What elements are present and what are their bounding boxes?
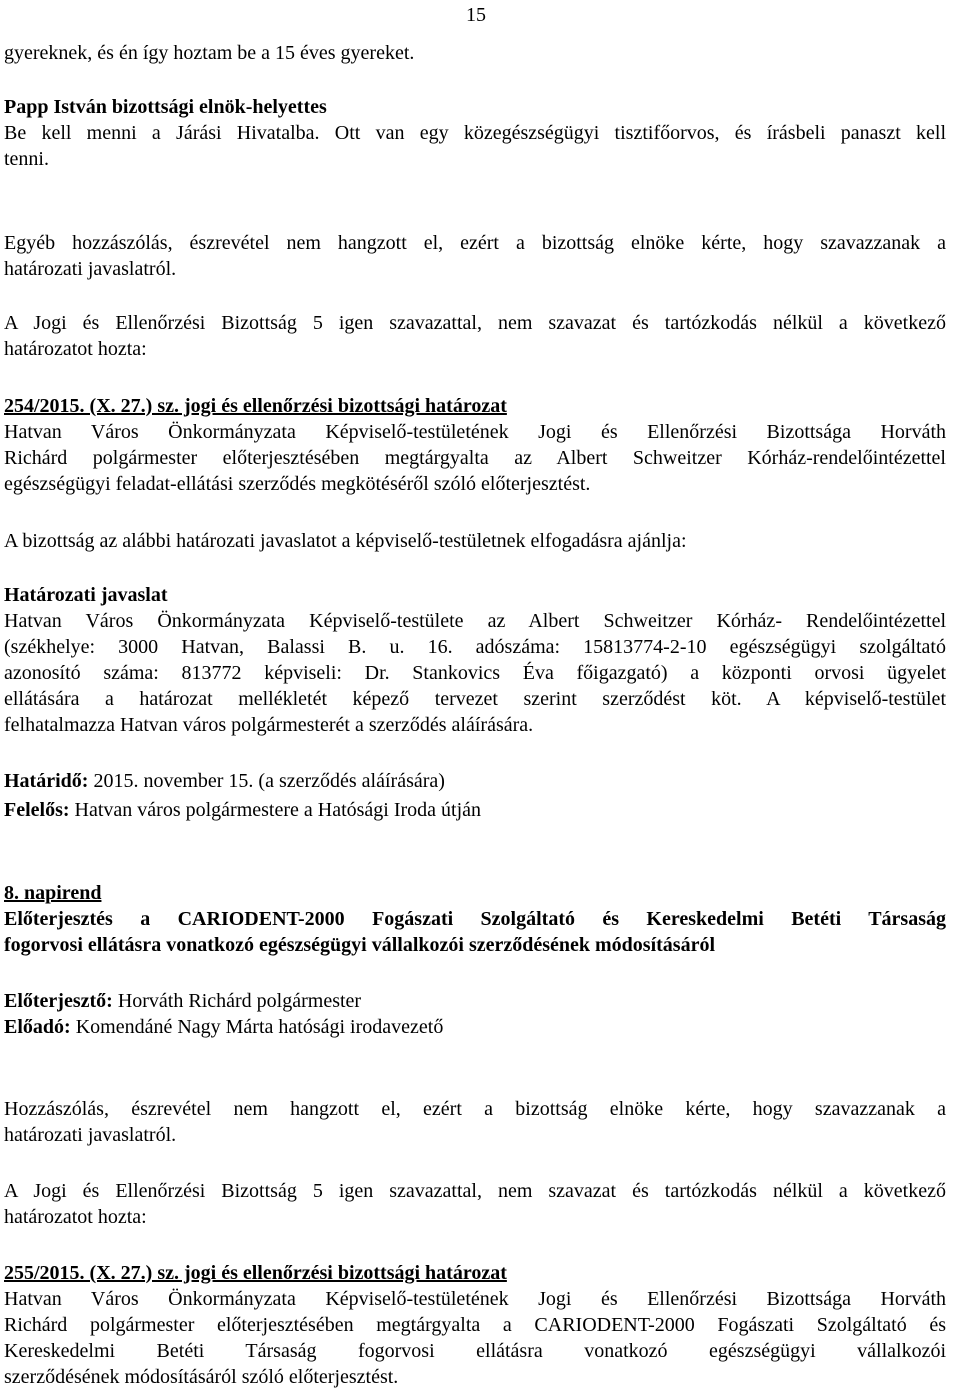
- field-label: Felelős:: [4, 799, 70, 821]
- field-value: Hatvan város polgármestere a Hatósági Iroda útján: [69, 799, 482, 821]
- block-deadline: [4, 768, 946, 794]
- block-intro: [4, 40, 946, 66]
- text-line: gyereknek, és én így hoztam be a 15 éves gyereket.: [4, 42, 415, 64]
- field-label: Előterjesztő:: [4, 990, 113, 1012]
- text-line: Hatvan Város Önkormányzata Képviselő-testülete az Albert Schweitzer Kórház- Rendelőintézettel: [4, 610, 946, 632]
- text-line: Hatvan Város Önkormányzata Képviselő-testületének Jogi és Ellenőrzési Bizottsága Horváth: [4, 421, 946, 443]
- block-no-comment-1: [4, 230, 946, 282]
- text-line: határozatot hozta:: [4, 1206, 147, 1228]
- block-no-comment-2: [4, 1096, 946, 1148]
- labeled-line: [4, 797, 946, 823]
- text-line: A Jogi és Ellenőrzési Bizottság 5 igen szavazattal, nem szavazat és tartózkodás nélkül a következő: [4, 312, 946, 334]
- block-responsible: [4, 797, 946, 823]
- heading: 8. napirend: [4, 882, 102, 904]
- text-line: felhatalmazza Hatvan város polgármesterét a szerződés aláírására.: [4, 714, 534, 736]
- heading: Papp István bizottsági elnök-helyettes: [4, 96, 327, 118]
- block-proposal-title: [4, 582, 946, 608]
- block-vote-2: [4, 1178, 946, 1230]
- text-line: tenni.: [4, 148, 49, 170]
- field-label: Határidő:: [4, 770, 89, 792]
- block-proposal-body: [4, 608, 946, 738]
- field-value: Komendáné Nagy Márta hatósági irodavezető: [70, 1016, 444, 1038]
- block-papp-speaker: [4, 94, 946, 120]
- block-presenter: [4, 988, 946, 1014]
- text-line: Be kell menni a Járási Hivatalba. Ott van egy közegészségügyi tisztifőorvos, és írásbeli panaszt kell: [4, 122, 946, 144]
- labeled-line: [4, 1014, 946, 1040]
- text-line: Hatvan Város Önkormányzata Képviselő-testületének Jogi és Ellenőrzési Bizottsága Horváth: [4, 1288, 946, 1310]
- block-agenda-8-title: [4, 906, 946, 958]
- text-line: fogorvosi ellátásra vonatkozó egészségügyi vállalkozói szerződésének módosításáról: [4, 934, 716, 956]
- text-line: azonosító száma: 813772 képviseli: Dr. Stankovics Éva főigazgató) a központi orvosi ügyelet: [4, 662, 946, 684]
- text-line: Hozzászólás, észrevétel nem hangzott el, ezért a bizottság elnöke kérte, hogy szavazzanak a: [4, 1098, 946, 1120]
- field-label: Előadó:: [4, 1016, 71, 1038]
- text-line: (székhelye: 3000 Hatvan, Balassi B. u. 16. adószáma: 15813774-2-10 egészségügyi szolgáltató: [4, 636, 946, 658]
- field-value: Horváth Richárd polgármester: [112, 990, 362, 1012]
- block-rapporteur: [4, 1014, 946, 1040]
- heading: Határozati javaslat: [4, 584, 168, 606]
- text-line: A Jogi és Ellenőrzési Bizottság 5 igen szavazattal, nem szavazat és tartózkodás nélkül a következő: [4, 1180, 946, 1202]
- text-line: Egyéb hozzászólás, észrevétel nem hangzott el, ezért a bizottság elnöke kérte, hogy szavazzanak a: [4, 232, 946, 254]
- text-line: szerződésének módosításáról szóló előterjesztést.: [4, 1366, 399, 1388]
- text-line: Richárd polgármester előterjesztésében megtárgyalta az Albert Schweitzer Kórház-rendelőintézettel: [4, 447, 946, 469]
- text-line: Richárd polgármester előterjesztésében megtárgyalta a CARIODENT-2000 Fogászati Szolgáltató és: [4, 1314, 946, 1336]
- text-line: határozatot hozta:: [4, 338, 147, 360]
- heading: 254/2015. (X. 27.) sz. jogi és ellenőrzési bizottsági határozat: [4, 395, 507, 417]
- block-agenda-8: [4, 880, 946, 906]
- labeled-line: [4, 768, 946, 794]
- heading: 255/2015. (X. 27.) sz. jogi és ellenőrzési bizottsági határozat: [4, 1262, 507, 1284]
- labeled-line: [4, 988, 946, 1014]
- block-recommend: [4, 528, 946, 554]
- block-resolution-255-body: [4, 1286, 946, 1390]
- text-line: ellátására a határozat mellékletét képező tervezet szerint szerződést köt. A képviselő-testület: [4, 688, 946, 710]
- page-number: 15: [466, 4, 486, 26]
- text-line: egészségügyi feladat-ellátási szerződés megkötéséről szóló előterjesztést.: [4, 473, 591, 495]
- text-line: Előterjesztés a CARIODENT-2000 Fogászati Szolgáltató és Kereskedelmi Betéti Társaság: [4, 908, 946, 930]
- block-vote-1: [4, 310, 946, 362]
- block-resolution-254-title: [4, 393, 946, 419]
- text-line: határozati javaslatról.: [4, 258, 177, 280]
- text-line: A bizottság az alábbi határozati javaslatot a képviselő-testületnek elfogadásra ajánlja:: [4, 530, 687, 552]
- text-line: határozati javaslatról.: [4, 1124, 177, 1146]
- block-resolution-255-title: [4, 1260, 946, 1286]
- field-value: 2015. november 15. (a szerződés aláírására): [88, 770, 445, 792]
- block-papp-speech: [4, 120, 946, 172]
- block-resolution-254-body: [4, 419, 946, 497]
- text-line: Kereskedelmi Betéti Társaság fogorvosi ellátásra vonatkozó egészségügyi vállalkozói: [4, 1340, 946, 1362]
